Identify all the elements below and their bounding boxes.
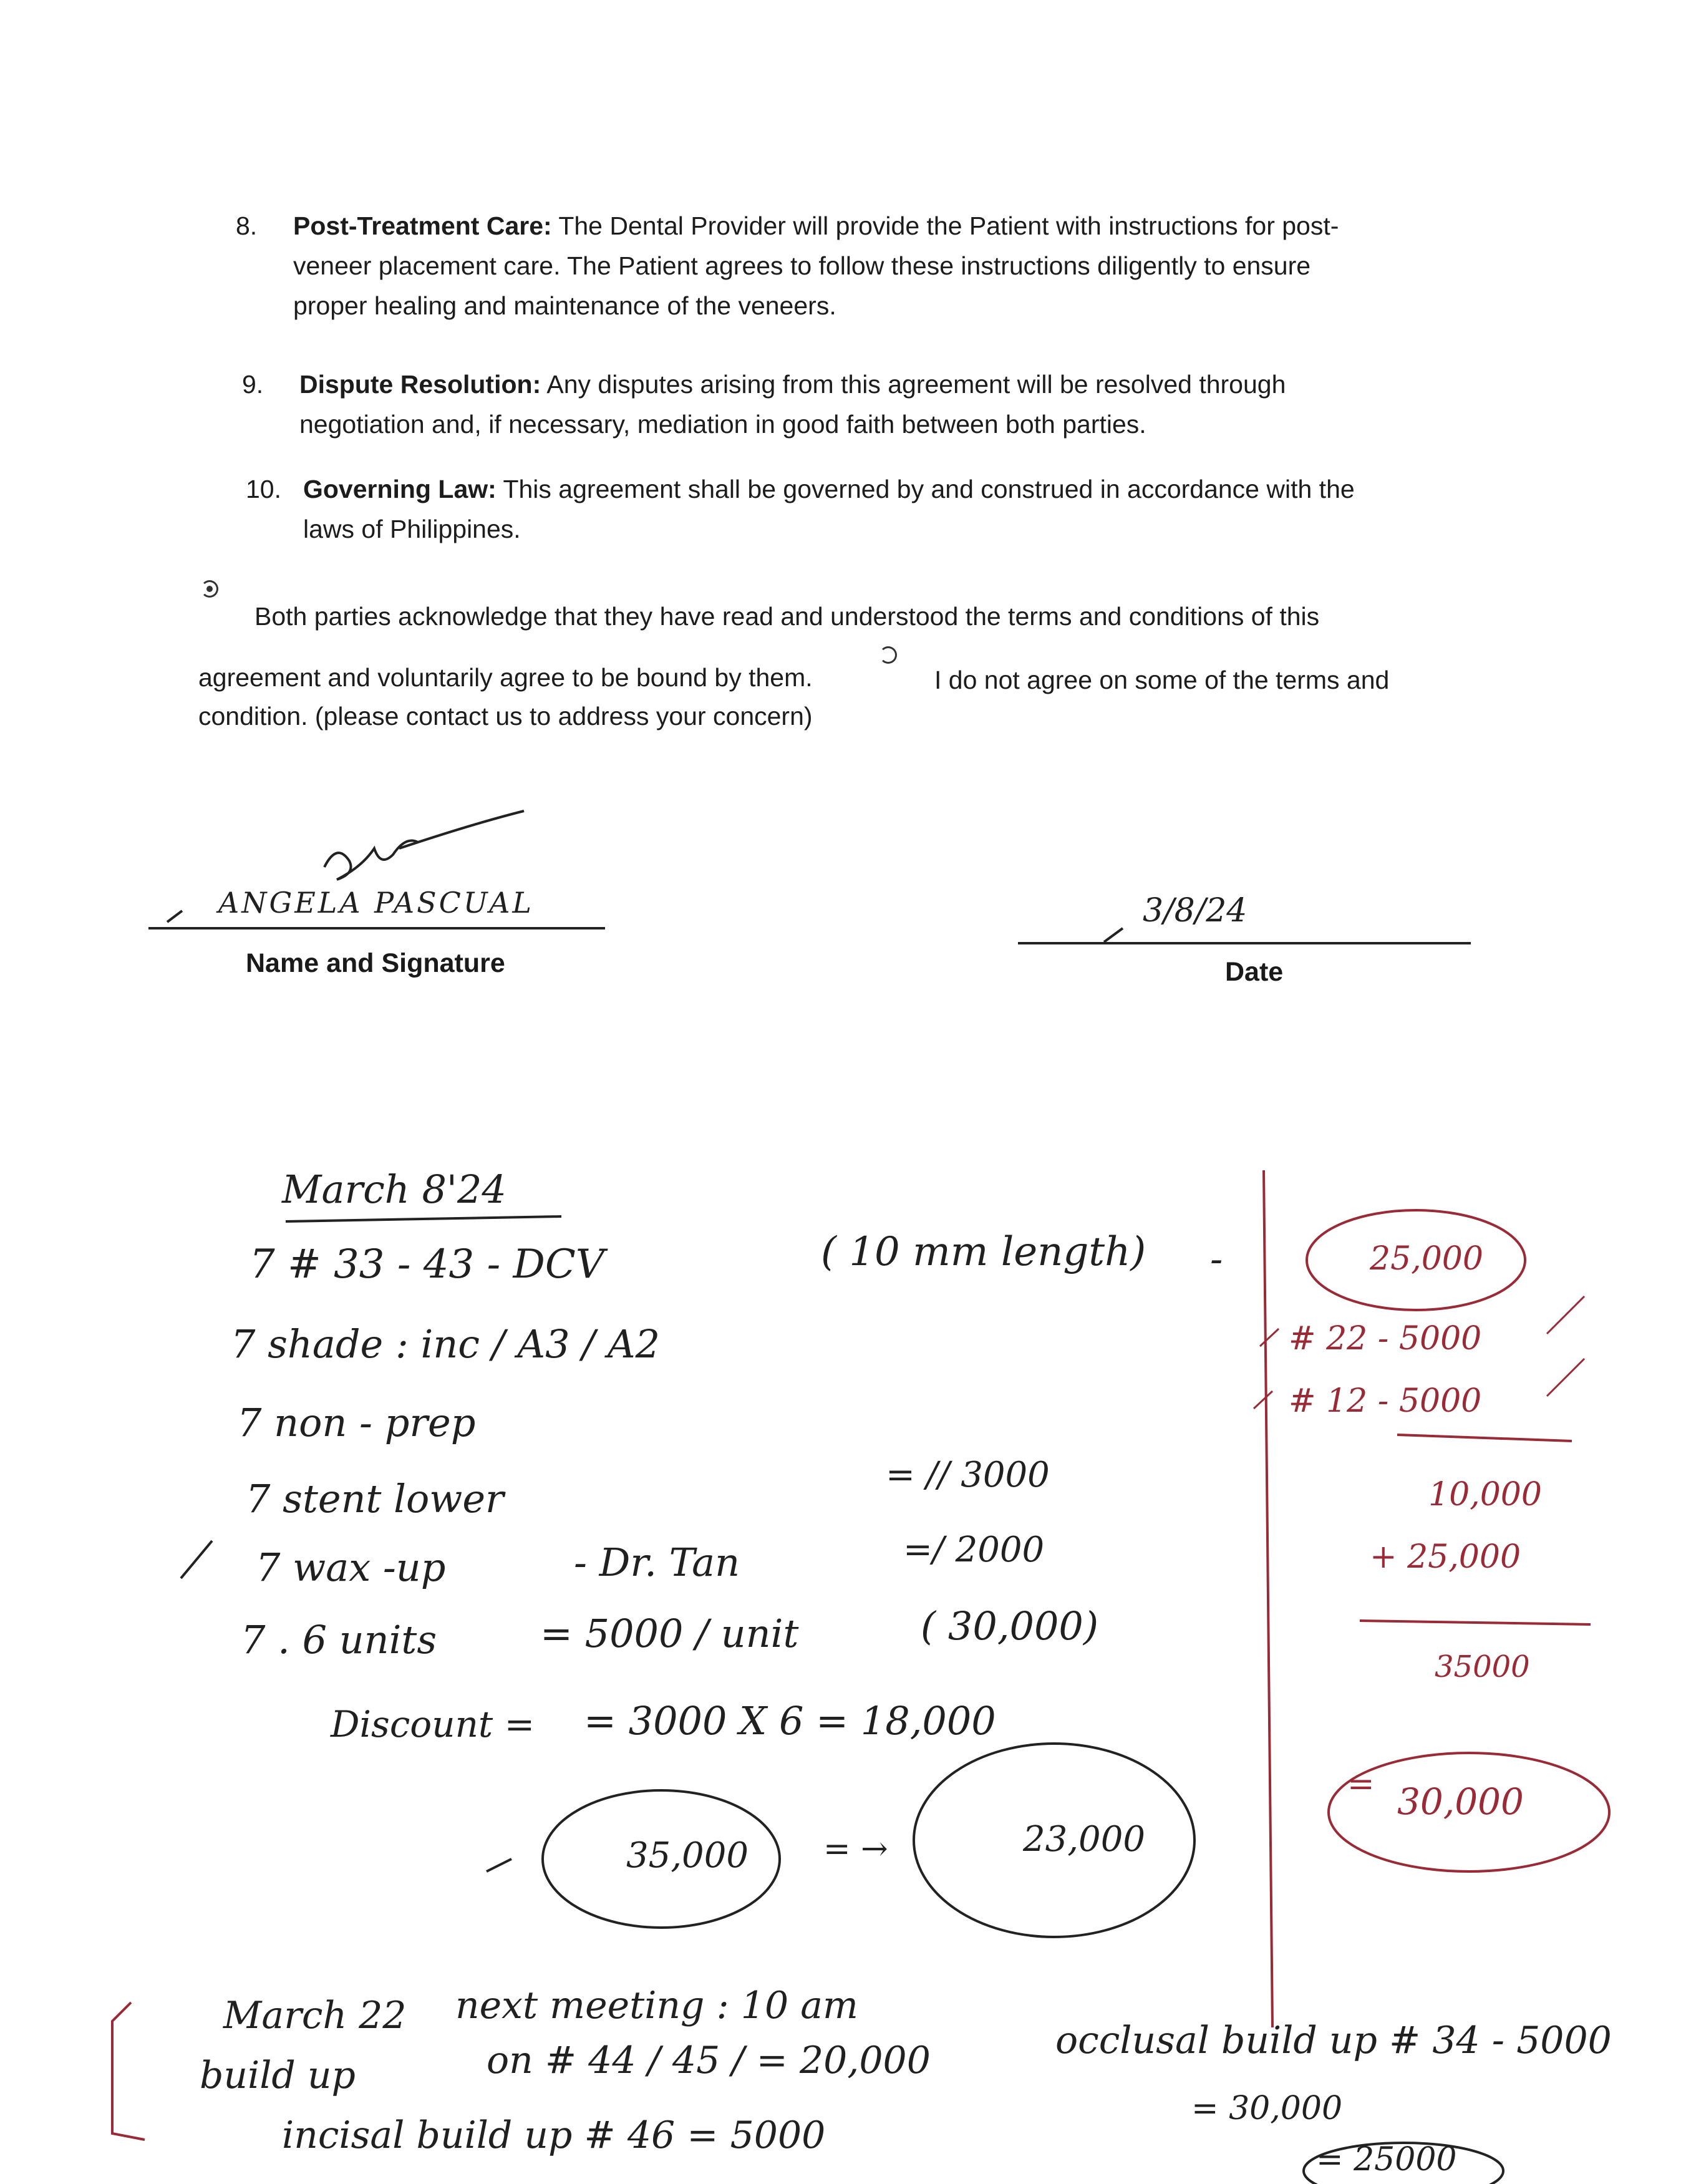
date-label: Date — [1225, 957, 1284, 987]
march22-incisal: incisal build up # 46 = 5000 — [282, 2114, 826, 2157]
note-discount: Discount = — [331, 1703, 535, 1745]
red-note-total: 35000 — [1435, 1649, 1530, 1684]
march22-date: March 22 — [223, 1994, 407, 2037]
march22-meeting: next meeting : 10 am — [455, 1984, 858, 2027]
occlusal-note: occlusal build up # 34 - 5000 — [1055, 2019, 1612, 2062]
total-arrow: = → — [823, 1830, 888, 1868]
red-note-plus: + 25,000 — [1370, 1538, 1521, 1576]
note-date: March 8'24 — [282, 1167, 506, 1212]
note-wax-cost: =/ 2000 — [903, 1530, 1045, 1570]
note-teeth: 7 # 33 - 43 - DCV — [250, 1241, 605, 1288]
clause-title: Governing Law: — [303, 475, 497, 503]
clause-text: proper healing and maintenance of the veneers. — [293, 291, 836, 320]
clause-text: negotiation and, if necessary, mediation in good faith between both parties. — [299, 410, 1146, 439]
total-circled-original: 35,000 — [626, 1835, 749, 1876]
note-stent-cost: = // 3000 — [886, 1455, 1050, 1495]
note-wax: 7 wax -up — [256, 1545, 446, 1590]
clause-text: This agreement shall be governed by and construed in accordance with the — [496, 475, 1355, 503]
march22-teeth-cost: on # 44 / 45 / = 20,000 — [487, 2039, 931, 2082]
clause-title: Dispute Resolution: — [299, 370, 541, 399]
handwritten-name: ANGELA PASCUAL — [218, 886, 534, 920]
red-note-tooth-12: # 12 - 5000 — [1289, 1382, 1482, 1420]
disagree-option-label: I do not agree on some of the terms and — [934, 666, 1390, 694]
note-length: ( 10 mm length) — [821, 1229, 1146, 1275]
clause-text: laws of Philippines. — [303, 515, 521, 543]
clause-text: The Dental Provider will provide the Patient with instructions for post- — [551, 211, 1339, 240]
acknowledgement-line3: condition. (please contact us to address your concern) — [198, 702, 813, 730]
note-units-rate: = 5000 / unit — [540, 1611, 799, 1656]
clause-text: veneer placement care. The Patient agrees to follow these instructions diligently to ensure — [293, 251, 1311, 280]
note-prep: 7 non - prep — [237, 1400, 476, 1445]
note-wax-doctor: - Dr. Tan — [574, 1540, 740, 1585]
clause-number: 8. — [236, 211, 258, 240]
march22-build-up: build up — [200, 2054, 356, 2097]
red-note-final: 30,000 — [1397, 1780, 1524, 1823]
clause-title: Post-Treatment Care: — [293, 211, 552, 240]
occlusal-sum: = 30,000 — [1191, 2090, 1343, 2127]
note-units: 7 . 6 units — [241, 1617, 437, 1662]
red-note-equals: = — [1347, 1765, 1375, 1803]
note-dash: - — [1210, 1238, 1223, 1281]
red-note-subtotal: 10,000 — [1428, 1476, 1542, 1513]
total-circled-discounted: 23,000 — [1023, 1819, 1145, 1860]
clause-text: Any disputes arising from this agreement will be resolved through — [541, 370, 1286, 399]
occlusal-final: = 25000 — [1316, 2141, 1457, 2178]
note-shade: 7 shade : inc / A3 / A2 — [231, 1321, 661, 1367]
note-units-total: ( 30,000) — [921, 1603, 1099, 1649]
clause-number: 10. — [246, 475, 281, 503]
acknowledgement-line2: agreement and voluntarily agree to be bound by them. — [198, 663, 813, 692]
name-signature-label: Name and Signature — [246, 948, 505, 978]
note-discount-calc: = 3000 X 6 = 18,000 — [584, 1698, 996, 1744]
clause-number: 9. — [242, 370, 264, 399]
note-stent: 7 stent lower — [246, 1476, 504, 1522]
handwritten-date: 3/8/24 — [1143, 892, 1248, 929]
red-note-deposit: 25,000 — [1370, 1240, 1483, 1278]
red-note-tooth-22: # 22 - 5000 — [1289, 1320, 1482, 1357]
acknowledgement-line1: Both parties acknowledge that they have read and understood the terms and conditions of this — [254, 602, 1320, 631]
